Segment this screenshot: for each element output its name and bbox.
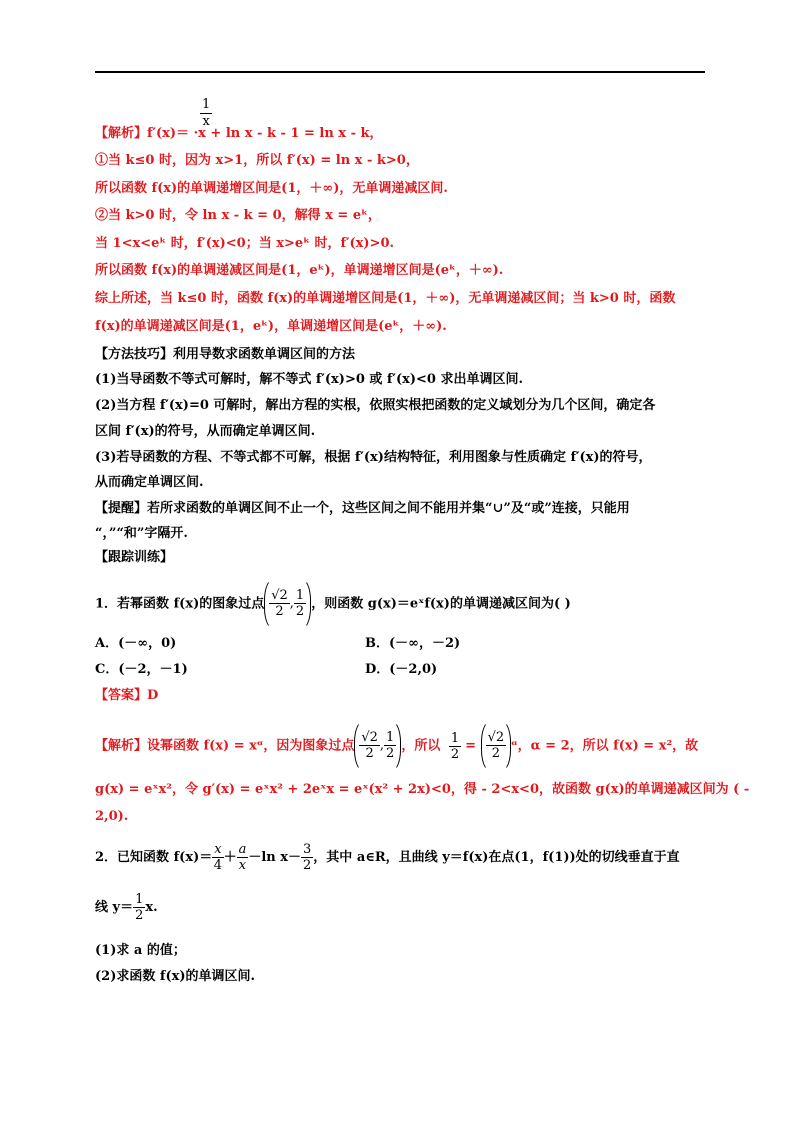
method-p1: (1)当导函数不等式可解时，解不等式 f′(x)>0 或 f′(x)<0 求出单调区间. — [95, 372, 523, 387]
solution1-line5: 当 1<x<eᵏ 时，f′(x)<0；当 x>eᵏ 时，f′(x)>0. — [95, 236, 395, 251]
q1-solution-line3: 2,0). — [95, 809, 129, 824]
q2-part1: (1)求 a 的值； — [95, 943, 186, 958]
q1-solution-line2: g(x) = eˣx²，令 g′(x) = eˣx² + 2eˣx = eˣ(x² + 2x)<0，得 - 2<x<0，故函数 g(x)的单调递减区间为 ( - — [95, 782, 750, 797]
solution1-line1: 【解析】f′(x)＝ ·x + ln x - k - 1 = ln x - k， — [95, 126, 383, 141]
header-rule — [95, 71, 705, 73]
q1-option-a: A．(－∞，0) — [95, 636, 177, 651]
fraction-1-over-x: 1 x — [202, 97, 211, 129]
q2-stem: 2．已知函数 f(x)＝ $\frac{x}{4}$ ＋ $\frac{a}{x}$ －ln x－ $\frac{3}{2}$ ，其中 a∈R，且曲线 y＝f(x)在点(1，f(1))处的切线垂直于直 — [95, 842, 680, 873]
solution1-line8: f(x)的单调递减区间是(1，eᵏ)，单调递增区间是(eᵏ，＋∞). — [95, 319, 447, 334]
base-fraction: $\frac{√2}{2}$ — [481, 720, 512, 772]
method-p3b: 从而确定单调区间. — [95, 475, 204, 490]
tip-line-a: 【提醒】若所求函数的单调区间不止一个，这些区间之间不能用并集“∪”及“或”连接，只能用 — [95, 501, 630, 516]
solution1-line2: ①当 k≤0 时，因为 x>1，所以 f′(x) = ln x - k>0， — [95, 153, 419, 168]
q1-solution-line1: 【解析】设幂函数 f(x) = xᵅ，因为图象过点 $\frac{√2}{2}$ , $\frac{1}{2}$ ，所以 $\frac{1}{2}$ = $\frac{√2}{2}$ ᵅ，α = 2，所以 f(x) = x²，故 — [95, 720, 710, 776]
q1-option-d: D．(－2,0) — [365, 662, 438, 677]
q1-option-b: B．(－∞，－2) — [365, 636, 461, 651]
solution1-line7: 综上所述，当 k≤0 时，函数 f(x)的单调递增区间是(1，＋∞)，无单调递减区间；当 k>0 时，函数 — [95, 291, 676, 306]
tip-line-b: “，”“和”字隔开. — [95, 526, 188, 541]
point-coordinates: $\frac{√2}{2}$ , $\frac{1}{2}$ — [264, 578, 311, 630]
training-title: 【跟踪训练】 — [95, 550, 174, 565]
method-p2a: (2)当方程 f′(x)=0 可解时，解出方程的实根，依照实根把函数的定义域划分为几个区间，确定各 — [95, 398, 656, 413]
solution1-line6: 所以函数 f(x)的单调递减区间是(1，eᵏ)，单调递增区间是(eᵏ，＋∞). — [95, 263, 504, 278]
q1-stem: 1．若幂函数 f(x)的图象过点 $\frac{√2}{2}$ , $\frac{1}{2}$ ，则函数 g(x)＝eˣf(x)的单调递减区间为( ) — [95, 578, 710, 632]
q1-answer: 【答案】D — [95, 688, 159, 703]
q2-part2: (2)求函数 f(x)的单调区间. — [95, 969, 256, 984]
q2-stem-line2: 线 y＝ $\frac{1}{2}$ x. — [95, 892, 158, 923]
solution1-line3: 所以函数 f(x)的单调递增区间是(1，＋∞)，无单调递减区间. — [95, 181, 448, 196]
method-p3a: (3)若导函数的方程、不等式都不可解，根据 f′(x)结构特征，利用图象与性质确定 f′(x)的符号， — [95, 450, 652, 465]
method-title: 【方法技巧】利用导数求函数单调区间的方法 — [95, 347, 356, 362]
point-coordinates-2: $\frac{√2}{2}$ , $\frac{1}{2}$ — [354, 720, 401, 772]
solution1-line4: ②当 k>0 时，令 ln x - k = 0，解得 x = eᵏ， — [95, 208, 381, 223]
q1-option-c: C．(－2，－1) — [95, 662, 188, 677]
method-p2b: 区间 f′(x)的符号，从而确定单调区间. — [95, 424, 316, 439]
